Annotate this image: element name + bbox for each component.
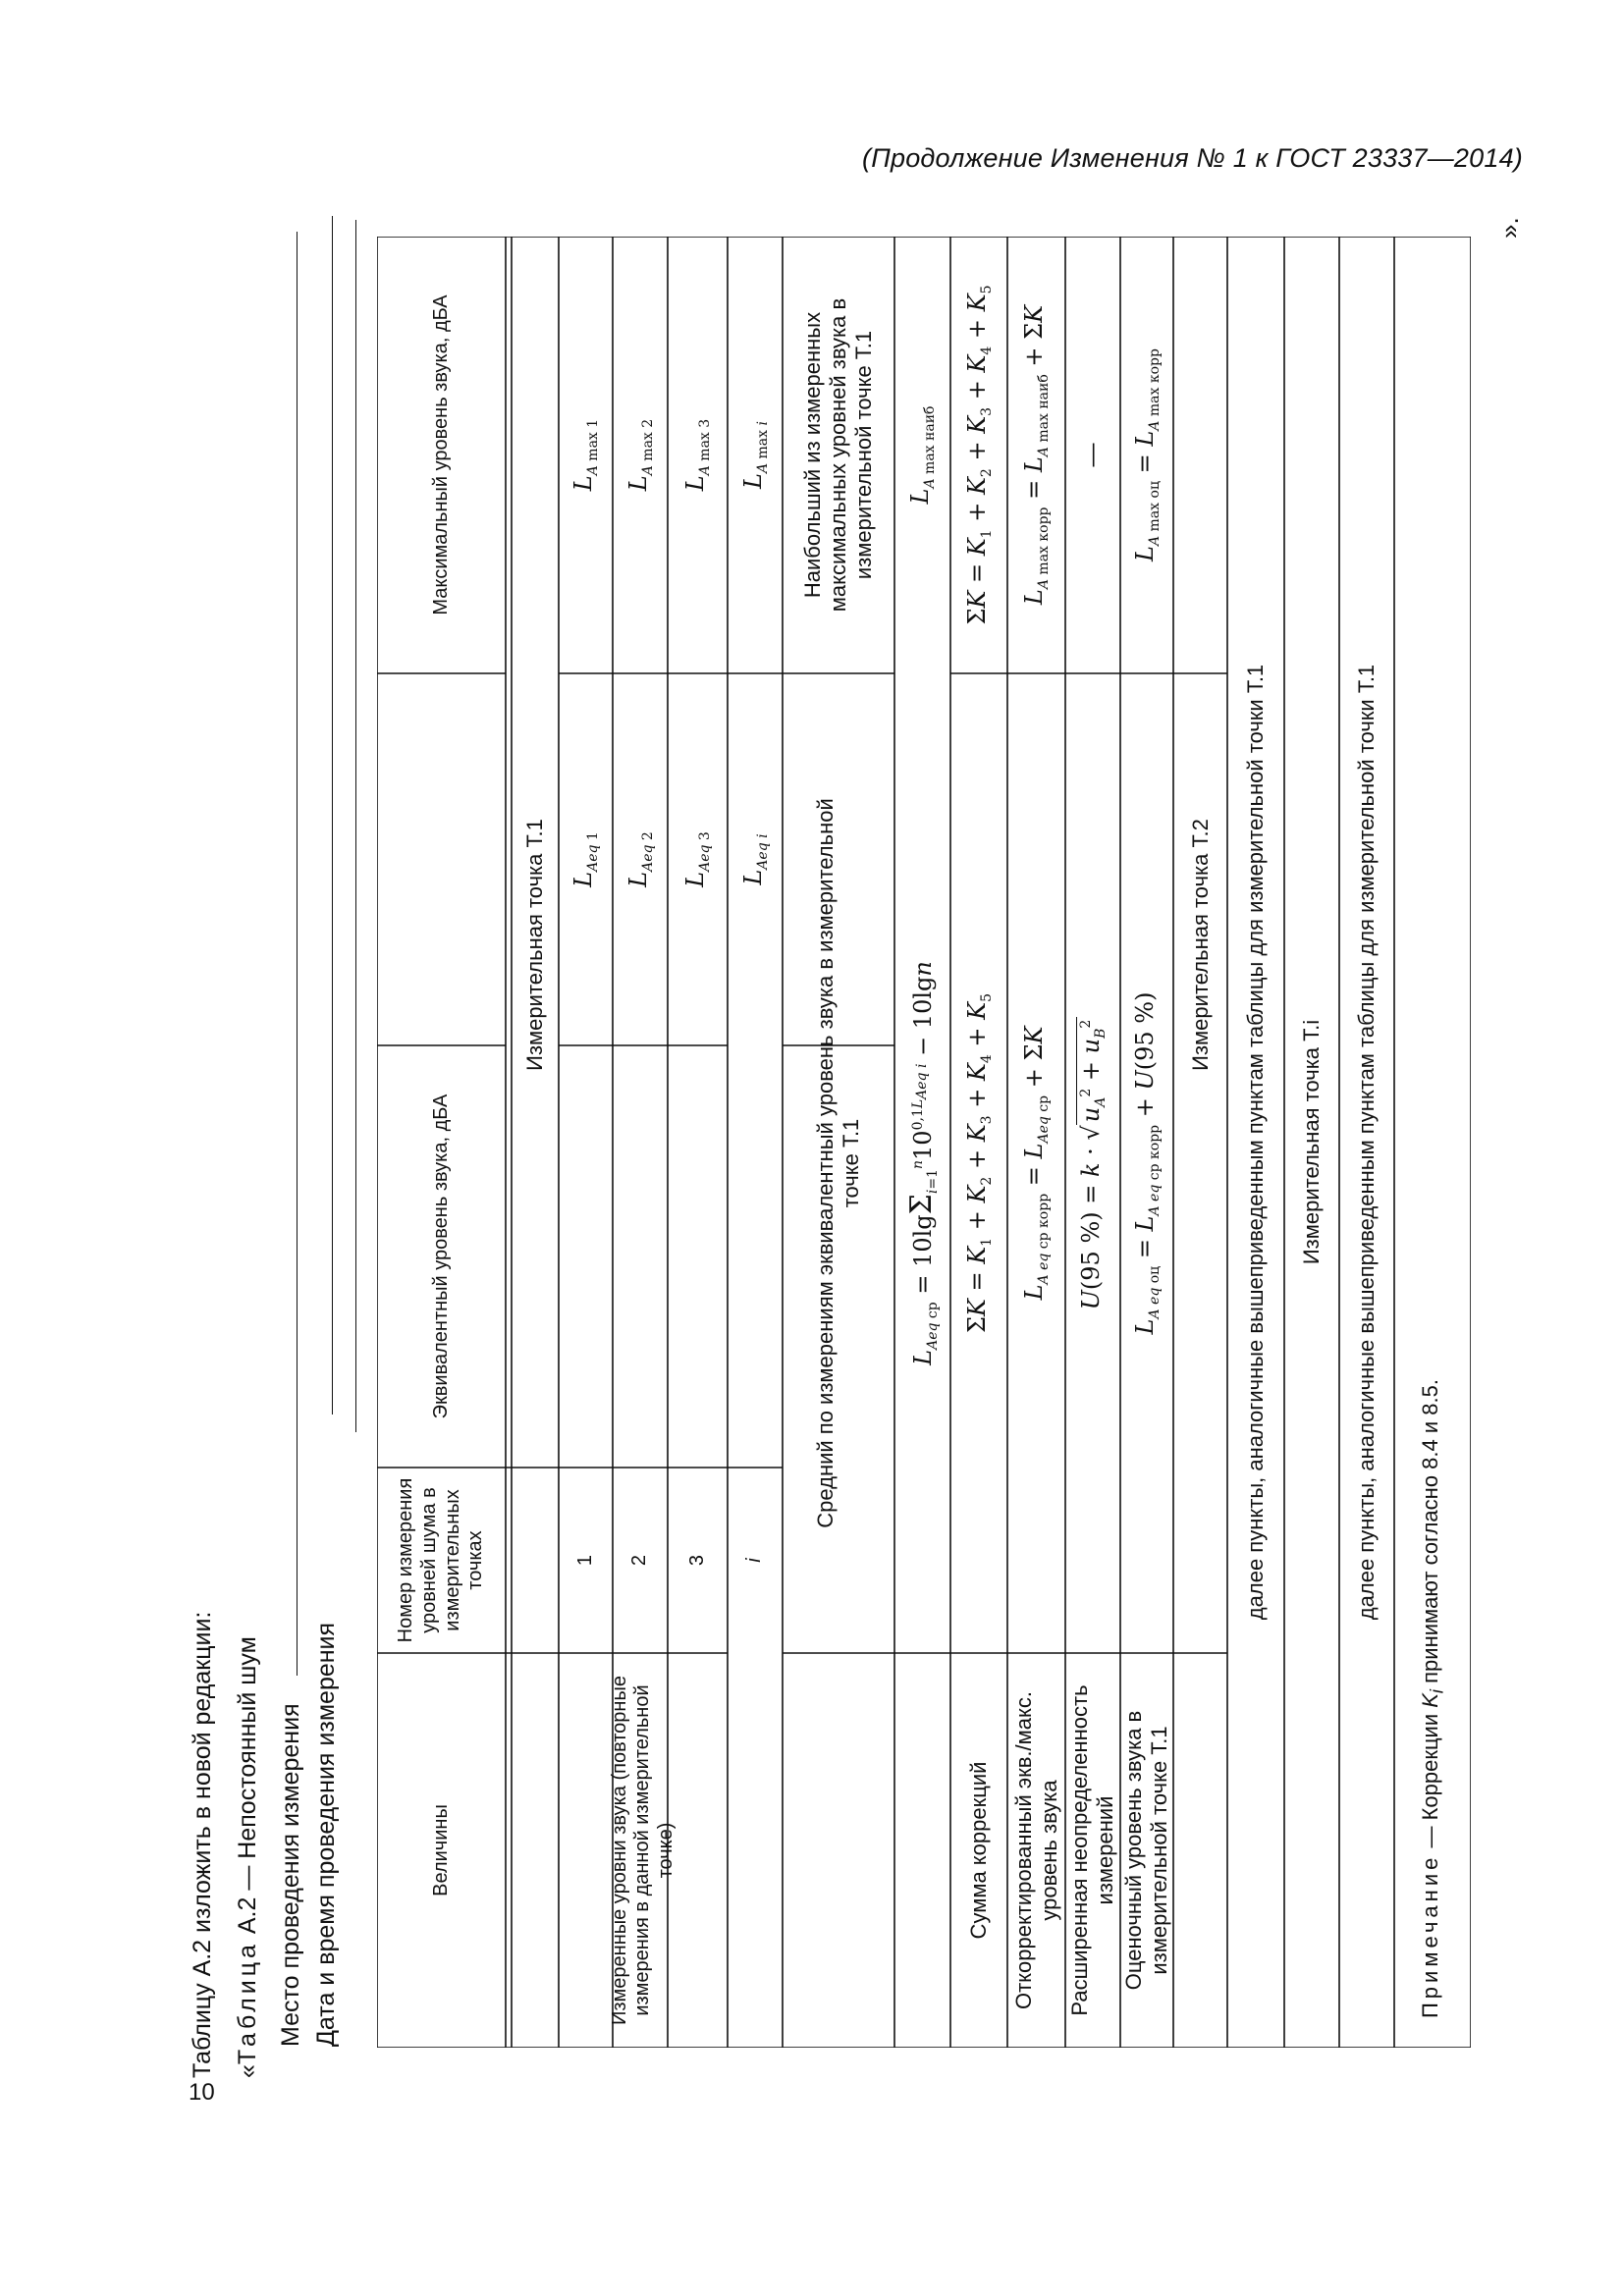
row-number-i: i [743,1558,766,1563]
leq-3: $L_{Aeq 3}$ [681,831,714,887]
lmax-1: $L_{A max 1}$ [569,418,602,492]
caption-text: А.2 — Непостоянный шум [234,1636,261,1942]
avg-eq-description: Средний по измерениям эквивалентный уровень звука в измерительной точке Т.1 [813,798,863,1528]
page-number: 10 [189,2079,215,2106]
max-description: Наибольший из измеренных максимальных уровней звука в измерительной точке Т.1 [800,297,876,613]
header-measure-number: Номер измерения уровней шума в измерительных точках [395,1477,487,1643]
row-number-2: 2 [628,1554,651,1567]
note [1394,237,1471,2048]
avg-eq-formula: $L_{Aeq ср} = 10\lg\Sigma_{i=1}^n10^{0,1L_{Aeq i}} - 10\lg n$ [903,961,941,1365]
datetime-fill-line-1 [332,216,333,1415]
corrected-max: $L_{A max корр} = L_{A max наиб} + \Sigma K$ [1020,304,1053,606]
table-caption [234,1636,262,2078]
rating-label: Оценочный уровень звука в измерительной точке Т.1 [1121,1710,1171,1991]
sum-formula-max: $\Sigma K = K_1 + K_2 + K_3 + K_4 + K_5$ [962,285,995,625]
lmax-3: $L_{A max 3}$ [681,418,714,492]
lmax-i: $L_{A max i}$ [738,421,771,489]
uncertainty-dash: — [1078,443,1106,467]
note-label: Примечание [1417,1853,1442,2018]
sum-formula-eq: $\Sigma K = K_1 + K_2 + K_3 + K_4 + K_5$ [962,992,995,1334]
rating-max: $L_{A max оц} = L_{A max корр}$ [1130,348,1163,561]
header-maximum: Максимальный уровень звука, дБА [429,294,452,615]
leq-i: $L_{Aeq i}$ [738,833,771,885]
max-formula: $L_{A max наиб}$ [906,405,939,505]
quote-open: « [234,2064,261,2078]
intro-line: Таблицу А.2 изложить в новой редакции: [189,1611,216,2078]
row-number-1: 1 [573,1554,596,1567]
header-quantities: Величины [429,1804,452,1896]
page-header: (Продолжение Изменения № 1 к ГОСТ 23337—2014) [862,143,1523,173]
further-t2-text: далее пункты, аналогичные вышеприведенным пунктам таблицы для измерительной точки Т.1 [1243,664,1269,1621]
point-t2-label: Измерительная точка Т.2 [1187,819,1213,1071]
uncertainty-formula: U(95 %) = $k \cdot √u_A^2 + u_B^2$ [1065,673,1120,1653]
caption-label: Таблица [234,1941,261,2065]
datetime-label: Дата и время проведения измерения [312,1622,340,2047]
measured-levels-label: Измеренные уровни звука (повторные измерения в данной измерительной точке) [608,1676,677,2025]
corrected-eq: $L_{A eq ср корр} = L_{Aeq ср} + \Sigma K$ [1020,1026,1053,1301]
rating-eq: $L_{A eq оц} = L_{A eq ср корр} + U(95$ %) [1130,991,1163,1335]
uncertainty-label: Расширенная неопределенность измерений [1067,1684,1117,2016]
leq-2: $L_{Aeq 2}$ [623,831,656,887]
closing-quote: ». [1494,217,1524,239]
row-number-3: 3 [685,1554,708,1567]
sum-label: Сумма коррекций [966,1761,992,1940]
corrected-label: Откорректированный экв./макс. уровень звука [1010,1691,1061,2010]
datetime-fill-line-2 [355,220,356,1432]
point-t1-label: Измерительная точка Т.1 [522,819,548,1071]
header-equivalent: Эквивалентный уровень звука, дБА [429,1094,452,1419]
point-ti-text: Измерительная точка Т.i [1299,1019,1325,1265]
place-label: Место проведения измерения [277,1703,304,2047]
place-fill-line [297,232,298,1676]
lmax-2: $L_{A max 2}$ [623,418,656,492]
note-text: — Коррекции $K_i$ принимают согласно 8.4 и 8.5. [1417,1379,1447,1854]
leq-1: $L_{Aeq 1}$ [569,831,602,887]
further-ti-text: далее пункты, аналогичные вышеприведенным пунктам таблицы для измерительной точки Т.1 [1354,664,1380,1621]
data-table [377,237,1471,2048]
point-ti-label [1284,237,1339,2048]
